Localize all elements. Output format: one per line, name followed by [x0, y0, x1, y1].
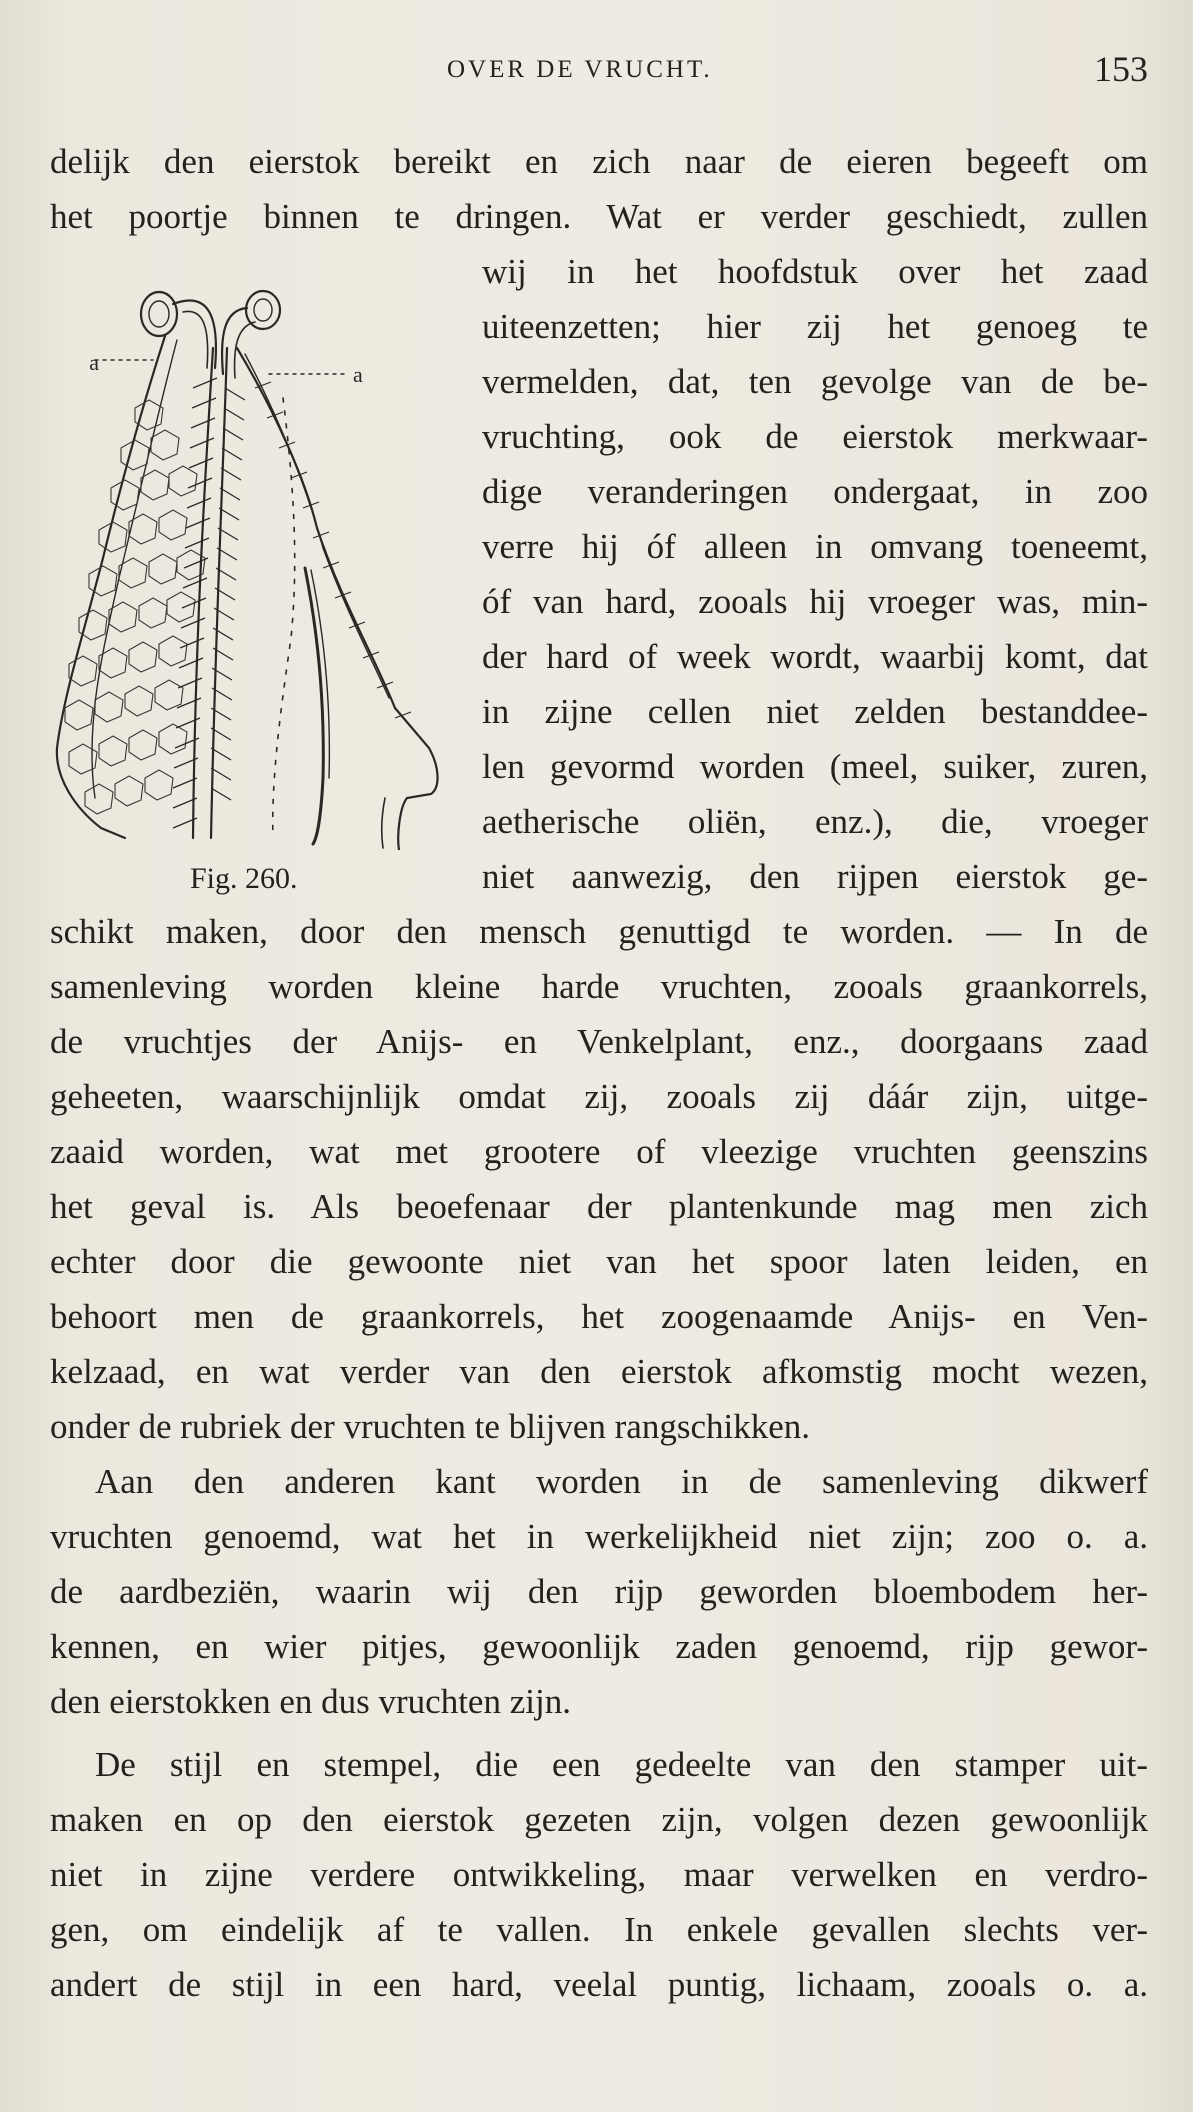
text-line: niet in zijne verdere ontwikkeling, maar verwelken en verdro-: [50, 1855, 1148, 1894]
text-line: wij in het hoofdstuk over het zaad: [482, 252, 1148, 291]
text-line: maken en op den eierstok gezeten zijn, volgen dezen gewoonlijk: [50, 1800, 1148, 1839]
figure-label-right: a: [353, 362, 363, 387]
text-line: Aan den anderen kant worden in de samenleving dikwerf: [95, 1462, 1148, 1501]
text-line: vruchting, ook de eierstok merkwaar-: [482, 417, 1148, 456]
text-line: vruchten genoemd, wat het in werkelijkheid niet zijn; zoo o. a.: [50, 1517, 1148, 1556]
botanical-figure: [55, 278, 460, 850]
text-line: kennen, en wier pitjes, gewoonlijk zaden genoemd, rijp gewor-: [50, 1627, 1148, 1666]
text-line: len gevormd worden (meel, suiker, zuren,: [482, 747, 1148, 786]
text-line: in zijne cellen niet zelden bestanddee-: [482, 692, 1148, 731]
figure-caption: Fig. 260.: [190, 862, 298, 895]
text-line: behoort men de graankorrels, het zoogenaamde Anijs- en Ven-: [50, 1297, 1148, 1336]
text-line: onder de rubriek der vruchten te blijven rangschikken.: [50, 1407, 811, 1446]
page-number: 153: [1094, 49, 1148, 89]
text-line: de aardbeziën, waarin wij den rijp geworden bloembodem her-: [50, 1572, 1148, 1611]
fruit-section-illustration: [55, 278, 460, 850]
text-line: gen, om eindelijk af te vallen. In enkele gevallen slechts ver-: [50, 1910, 1148, 1949]
text-line: De stijl en stempel, die een gedeelte van den stamper uit-: [95, 1745, 1148, 1784]
text-line: kelzaad, en wat verder van den eierstok afkomstig mocht wezen,: [50, 1352, 1148, 1391]
text-line: echter door die gewoonte niet van het spoor laten leiden, en: [50, 1242, 1148, 1281]
text-line: het poortje binnen te dringen. Wat er verder geschiedt, zullen: [50, 197, 1148, 236]
text-line: de vruchtjes der Anijs- en Venkelplant, enz., doorgaans zaad: [50, 1022, 1148, 1061]
text-line: het geval is. Als beoefenaar der plantenkunde mag men zich: [50, 1187, 1148, 1226]
text-line: den eierstokken en dus vruchten zijn.: [50, 1682, 571, 1721]
text-line: andert de stijl in een hard, veelal puntig, lichaam, zooals o. a.: [50, 1965, 1148, 2004]
text-line: niet aanwezig, den rijpen eierstok ge-: [482, 857, 1148, 896]
text-line: dige veranderingen ondergaat, in zoo: [482, 472, 1148, 511]
figure-label-left: a: [89, 350, 99, 375]
text-line: aetherische oliën, enz.), die, vroeger: [482, 802, 1148, 841]
text-line: zaaid worden, wat met grootere of vleezige vruchten geenszins: [50, 1132, 1148, 1171]
text-line: geheeten, waarschijnlijk omdat zij, zooals zij dáár zijn, uitge-: [50, 1077, 1148, 1116]
running-title: OVER DE VRUCHT.: [447, 56, 713, 83]
text-line: samenleving worden kleine harde vruchten, zooals graankorrels,: [50, 967, 1148, 1006]
text-line: óf van hard, zooals hij vroeger was, min-: [482, 582, 1148, 621]
text-line: schikt maken, door den mensch genuttigd te worden. — In de: [50, 912, 1148, 951]
text-line: vermelden, dat, ten gevolge van de be-: [482, 362, 1148, 401]
text-line: verre hij óf alleen in omvang toeneemt,: [482, 527, 1148, 566]
running-head: [0, 48, 1193, 98]
text-line: delijk den eierstok bereikt en zich naar de eieren begeeft om: [50, 142, 1148, 181]
text-line: uiteenzetten; hier zij het genoeg te: [482, 307, 1148, 346]
text-line: der hard of week wordt, waarbij komt, dat: [482, 637, 1148, 676]
